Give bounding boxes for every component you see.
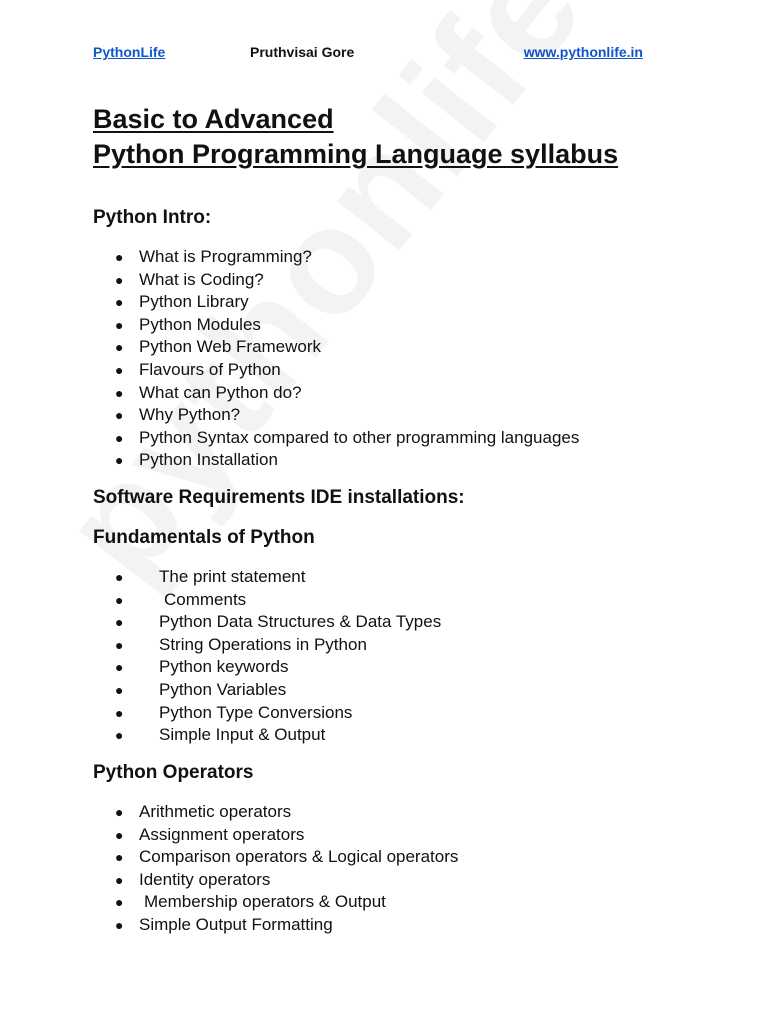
bullet-icon: ● <box>115 614 124 631</box>
bullet-icon: ● <box>115 894 124 911</box>
list-item: ● What is Coding? <box>115 269 579 292</box>
list-item: ● Flavours of Python <box>115 359 579 382</box>
python-intro-list <box>115 246 579 472</box>
bullet-icon: ● <box>115 659 124 676</box>
bullet-icon: ● <box>115 704 124 721</box>
list-item: ● Comments <box>115 589 441 612</box>
list-item: ● What can Python do? <box>115 382 579 405</box>
bullet-icon: ● <box>115 569 124 585</box>
python-operators-list <box>115 801 458 937</box>
page-title <box>93 102 618 172</box>
bullet-icon: ● <box>115 361 124 378</box>
bullet-icon: ● <box>115 826 124 843</box>
list-item: ● Python Variables <box>115 679 441 702</box>
list-item: ● Assignment operators <box>115 824 458 847</box>
list-item: ● String Operations in Python <box>115 634 441 657</box>
list-item: ● Python Syntax compared to other programming languages <box>115 427 579 450</box>
author-name: Pruthvisai Gore <box>250 44 355 60</box>
section-heading-fundamentals: Fundamentals of Python <box>93 527 315 548</box>
bullet-icon: ● <box>115 316 124 333</box>
list-item: ● Simple Output Formatting <box>115 914 458 937</box>
list-item: ● The print statement <box>115 566 441 589</box>
list-item: ● Python Web Framework <box>115 336 579 359</box>
website-link[interactable]: www.pythonlife.in <box>523 44 643 60</box>
page-header <box>93 44 643 64</box>
fundamentals-list <box>115 566 441 747</box>
list-item: ● Python Library <box>115 291 579 314</box>
bullet-icon: ● <box>115 871 124 888</box>
pythonlife-link[interactable]: PythonLife <box>93 44 166 60</box>
list-item: ● Python Data Structures & Data Types <box>115 611 441 634</box>
list-item: ● Python Installation <box>115 449 579 472</box>
bullet-icon: ● <box>115 271 124 288</box>
bullet-icon: ● <box>115 249 124 265</box>
list-item: ● Arithmetic operators <box>115 801 458 824</box>
list-item: ● Python Type Conversions <box>115 702 441 725</box>
list-item: ● Simple Input & Output <box>115 724 441 747</box>
bullet-icon: ● <box>115 591 124 608</box>
bullet-icon: ● <box>115 849 124 866</box>
list-item: ● Identity operators <box>115 869 458 892</box>
bullet-icon: ● <box>115 916 124 933</box>
list-item: ● Why Python? <box>115 404 579 427</box>
list-item: ● Python keywords <box>115 656 441 679</box>
bullet-icon: ● <box>115 339 124 356</box>
section-heading-python-intro: Python Intro: <box>93 207 212 228</box>
list-item: ● What is Programming? <box>115 246 579 269</box>
bullet-icon: ● <box>115 727 124 744</box>
bullet-icon: ● <box>115 681 124 698</box>
bullet-icon: ● <box>115 294 124 311</box>
list-item: ● Comparison operators & Logical operators <box>115 846 458 869</box>
title-line-2: Python Programming Language syllabus <box>93 139 619 169</box>
bullet-icon: ● <box>115 407 124 424</box>
list-item: ● Python Modules <box>115 314 579 337</box>
bullet-icon: ● <box>115 429 124 446</box>
title-line-1: Basic to Advanced <box>93 104 334 134</box>
list-item: ● Membership operators & Output <box>115 891 458 914</box>
section-heading-software-requirements: Software Requirements IDE installations: <box>93 487 465 508</box>
section-heading-python-operators: Python Operators <box>93 762 254 783</box>
bullet-icon: ● <box>115 452 124 469</box>
bullet-icon: ● <box>115 804 124 820</box>
bullet-icon: ● <box>115 636 124 653</box>
bullet-icon: ● <box>115 384 124 401</box>
